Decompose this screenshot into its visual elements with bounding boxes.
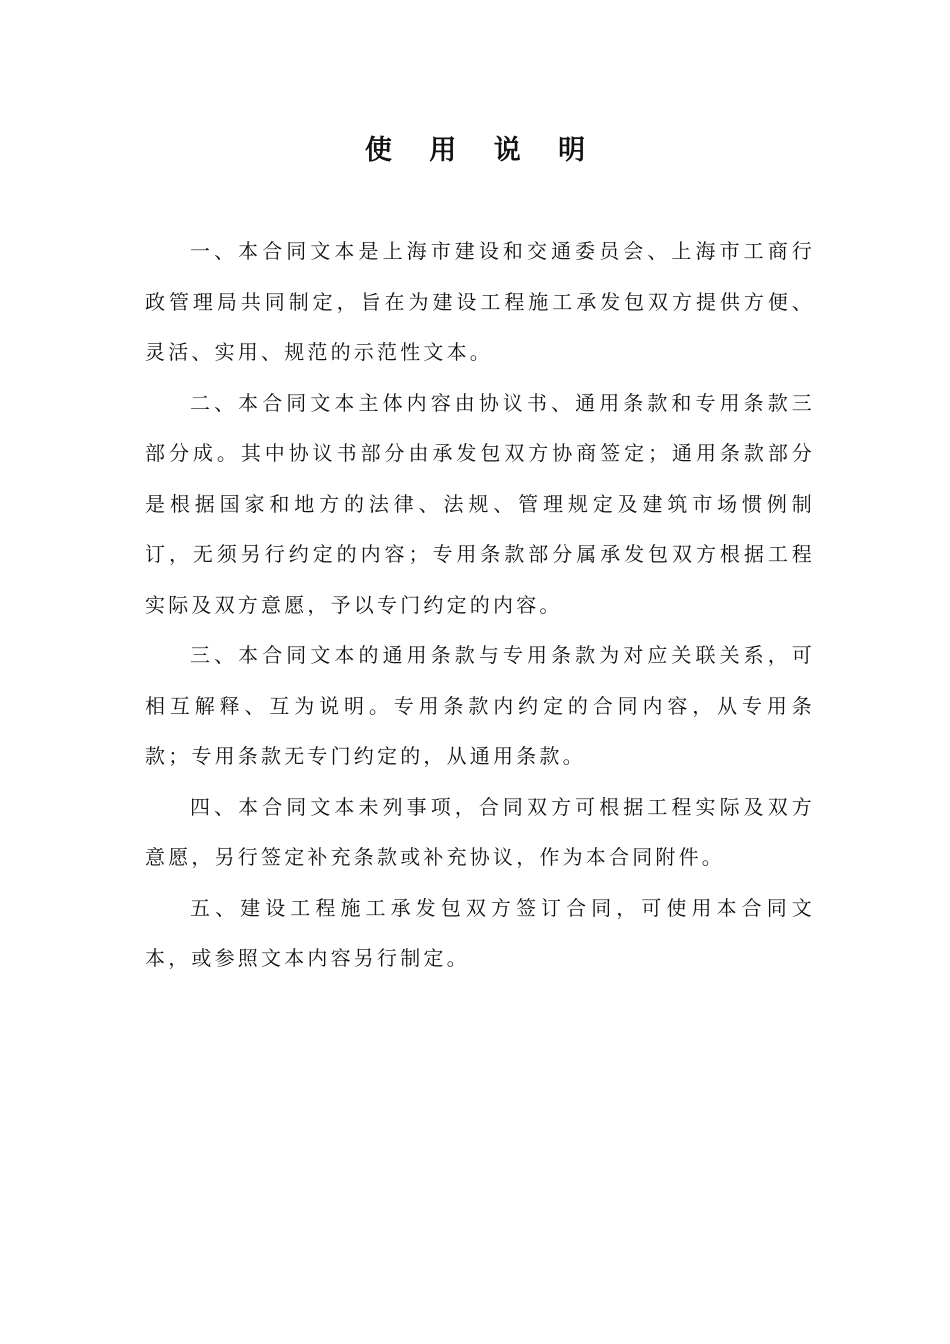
document-body (145, 226, 815, 984)
paragraph-1: 一、本合同文本是上海市建设和交通委员会、上海市工商行政管理局共同制定，旨在为建设工程施工承发包双方提供方便、灵活、实用、规范的示范性文本。 (145, 239, 815, 364)
paragraph-5: 五、建设工程施工承发包双方签订合同，可使用本合同文本，或参照文本内容另行制定。 (145, 895, 815, 970)
paragraph-2: 二、本合同文本主体内容由协议书、通用条款和专用条款三部分成。其中协议书部分由承发包双方协商签定；通用条款部分是根据国家和地方的法律、法规、管理规定及建筑市场惯例制订，无须另行约定的内容；专用条款部分属承发包双方根据工程实际及双方意愿，予以专门约定的内容。 (145, 390, 815, 617)
paragraph-3: 三、本合同文本的通用条款与专用条款为对应关联关系，可相互解释、互为说明。专用条款内约定的合同内容，从专用条款；专用条款无专门约定的，从通用条款。 (145, 643, 815, 768)
page-title: 使 用 说 明 (364, 135, 600, 166)
paragraph-4: 四、本合同文本未列事项，合同双方可根据工程实际及双方意愿，另行签定补充条款或补充协议，作为本合同附件。 (145, 794, 815, 869)
